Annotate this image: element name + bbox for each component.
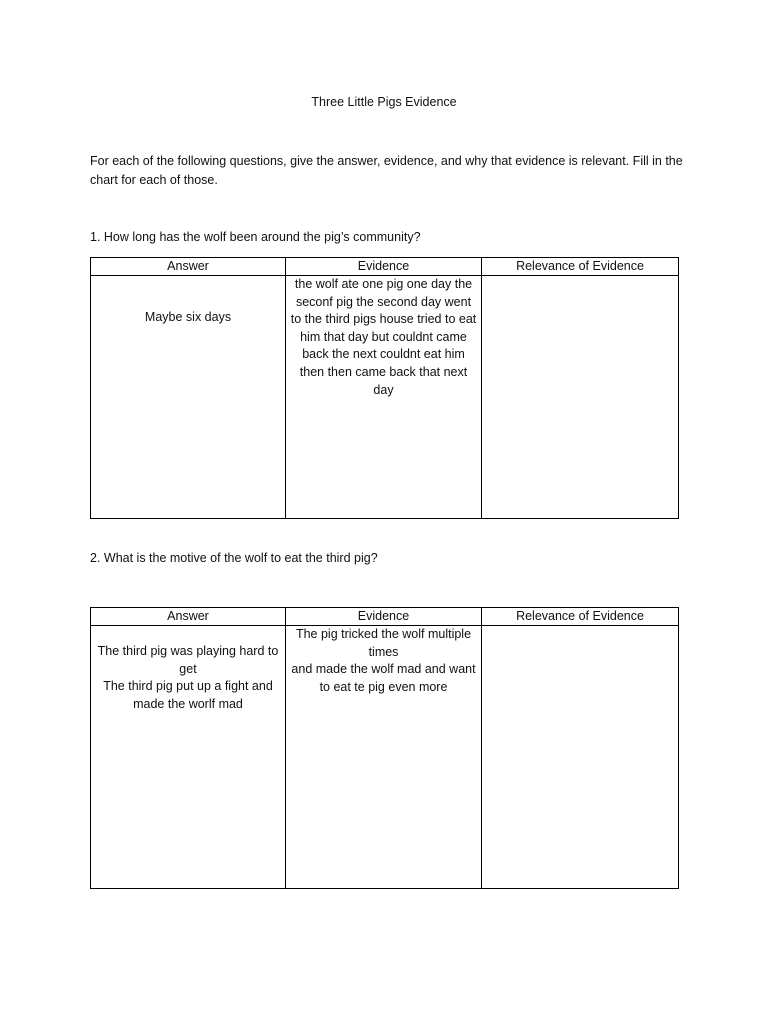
table-header-row [91, 258, 679, 276]
page-title: Three Little Pigs Evidence [311, 95, 457, 109]
answer-text: Maybe six days [144, 310, 232, 324]
evidence-table-2 [90, 607, 679, 889]
evidence-table-1 [90, 257, 679, 519]
relevance-cell[interactable] [482, 276, 679, 519]
table-header-row [91, 608, 679, 626]
evidence-line: The pig tricked the wolf multiple times [295, 627, 472, 659]
relevance-cell[interactable] [482, 626, 679, 889]
evidence-text: the wolf ate one pig one day the seconf pig the second day went to the third pigs house tried to eat him that day but couldnt came back the next couldnt eat him then then came back that next day [290, 277, 477, 397]
evidence-text [290, 626, 477, 696]
column-header-evidence: Evidence [286, 258, 482, 276]
column-header-relevance: Relevance of Evidence [482, 608, 679, 626]
answer-line: The third pig was playing hard to get [97, 644, 279, 676]
instructions: For each of the following questions, give the answer, evidence, and why that evidence is relevant. Fill in the chart for each of those. [90, 154, 683, 187]
answer-cell[interactable] [91, 276, 286, 519]
table-row [91, 276, 679, 519]
table-row [91, 626, 679, 889]
evidence-line: and made the wolf mad and want to eat te pig even more [291, 662, 476, 694]
evidence-cell[interactable] [286, 276, 482, 519]
evidence-cell[interactable] [286, 626, 482, 889]
column-header-answer: Answer [91, 258, 286, 276]
column-header-answer: Answer [91, 608, 286, 626]
question-2: 2. What is the motive of the wolf to eat the third pig? [90, 551, 378, 565]
question-1: 1. How long has the wolf been around the pig’s community? [90, 230, 421, 244]
answer-text [95, 626, 281, 713]
answer-cell[interactable] [91, 626, 286, 889]
column-header-relevance: Relevance of Evidence [482, 258, 679, 276]
column-header-evidence: Evidence [286, 608, 482, 626]
answer-line: The third pig put up a fight and made the worlf mad [103, 679, 273, 711]
